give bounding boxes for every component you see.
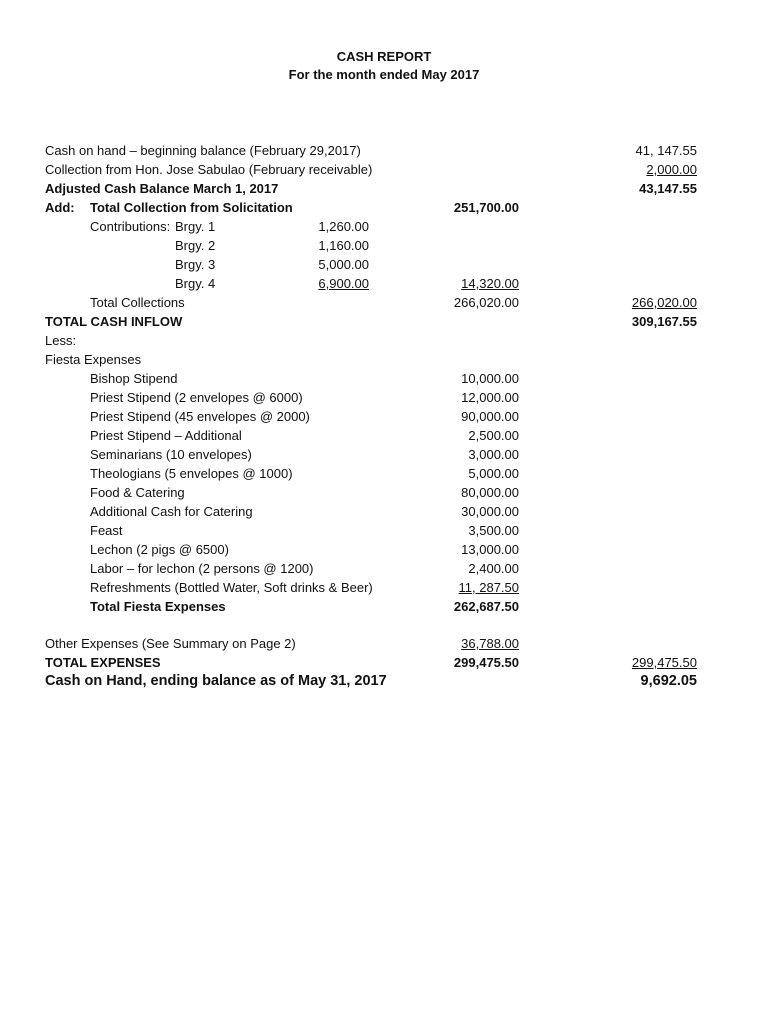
total-cash-inflow-label: TOTAL CASH INFLOW bbox=[45, 314, 183, 329]
fiesta-expense-value: 2,400.00 bbox=[468, 561, 519, 576]
fiesta-expense-value: 80,000.00 bbox=[461, 485, 519, 500]
row-brgy-2 bbox=[0, 236, 768, 255]
total-collections-carried-value: 266,020.00 bbox=[631, 295, 697, 310]
row-total-expenses bbox=[0, 653, 768, 672]
fiesta-expense-label: Labor – for lechon (2 persons @ 1200) bbox=[90, 561, 314, 576]
contributions-label: Contributions: bbox=[90, 219, 171, 234]
collection-sabulao-label: Collection from Hon. Jose Sabulao (February receivable) bbox=[45, 162, 373, 177]
solicitation-label: Total Collection from Solicitation bbox=[90, 200, 293, 215]
row-collection-sabulao bbox=[0, 160, 768, 179]
total-collections-value: 266,020.00 bbox=[453, 295, 519, 310]
fiesta-expense-value: 90,000.00 bbox=[461, 409, 519, 424]
less-label: Less: bbox=[45, 333, 77, 348]
fiesta-expense-label: Priest Stipend (2 envelopes @ 6000) bbox=[90, 390, 303, 405]
cash-on-hand-beginning-value: 41, 147.55 bbox=[635, 143, 697, 158]
total-expenses-value: 299,475.50 bbox=[453, 655, 519, 670]
row-cash-on-hand-beginning bbox=[0, 141, 768, 160]
fiesta-expense-label: Additional Cash for Catering bbox=[90, 504, 253, 519]
brgy-3-value: 5,000.00 bbox=[318, 257, 369, 272]
total-fiesta-expenses-label: Total Fiesta Expenses bbox=[90, 599, 226, 614]
fiesta-expense-value: 5,000.00 bbox=[468, 466, 519, 481]
cash-on-hand-beginning-label: Cash on hand – beginning balance (February 29,2017) bbox=[45, 143, 361, 158]
fiesta-expense-row bbox=[0, 578, 768, 597]
total-collections-label: Total Collections bbox=[90, 295, 185, 310]
fiesta-expense-row bbox=[0, 559, 768, 578]
fiesta-expense-label: Priest Stipend (45 envelopes @ 2000) bbox=[90, 409, 310, 424]
ending-balance-label: Cash on Hand, ending balance as of May 31, 2017 bbox=[45, 673, 387, 689]
fiesta-expense-value: 12,000.00 bbox=[461, 390, 519, 405]
report-title-line1: CASH REPORT bbox=[336, 49, 432, 64]
total-expenses-carried-value: 299,475.50 bbox=[631, 655, 697, 670]
row-brgy-1 bbox=[0, 217, 768, 236]
fiesta-expense-row bbox=[0, 464, 768, 483]
fiesta-expense-row bbox=[0, 445, 768, 464]
fiesta-expense-row bbox=[0, 426, 768, 445]
report-title-line2: For the month ended May 2017 bbox=[288, 67, 480, 82]
row-total-collections bbox=[0, 293, 768, 312]
row-ending-balance bbox=[0, 672, 768, 691]
fiesta-expense-value: 3,000.00 bbox=[468, 447, 519, 462]
fiesta-expense-label: Food & Catering bbox=[90, 485, 185, 500]
row-less bbox=[0, 331, 768, 350]
fiesta-expenses-heading: Fiesta Expenses bbox=[45, 352, 142, 367]
fiesta-expense-row bbox=[0, 502, 768, 521]
contributions-total-value: 14,320.00 bbox=[461, 276, 519, 291]
brgy-2-value: 1,160.00 bbox=[318, 238, 369, 253]
fiesta-expense-row bbox=[0, 540, 768, 559]
row-brgy-3 bbox=[0, 255, 768, 274]
row-solicitation bbox=[0, 198, 768, 217]
fiesta-expense-value: 13,000.00 bbox=[461, 542, 519, 557]
other-expenses-value: 36,788.00 bbox=[461, 636, 519, 651]
total-fiesta-expenses-value: 262,687.50 bbox=[453, 599, 519, 614]
brgy-4-name: Brgy. 4 bbox=[175, 276, 216, 291]
total-cash-inflow-value: 309,167.55 bbox=[631, 314, 697, 329]
row-brgy-4 bbox=[0, 274, 768, 293]
brgy-3-name: Brgy. 3 bbox=[175, 257, 216, 272]
fiesta-expense-value: 11, 287.50 bbox=[458, 580, 519, 595]
row-fiesta-heading bbox=[0, 350, 768, 369]
solicitation-value: 251,700.00 bbox=[453, 200, 519, 215]
fiesta-expense-label: Priest Stipend – Additional bbox=[90, 428, 242, 443]
fiesta-expense-value: 2,500.00 bbox=[468, 428, 519, 443]
brgy-2-name: Brgy. 2 bbox=[175, 238, 216, 253]
add-label: Add: bbox=[45, 200, 75, 215]
total-expenses-label: TOTAL EXPENSES bbox=[45, 655, 161, 670]
adjusted-cash-balance-label: Adjusted Cash Balance March 1, 2017 bbox=[45, 181, 279, 196]
fiesta-expense-row bbox=[0, 407, 768, 426]
adjusted-cash-balance-value: 43,147.55 bbox=[639, 181, 697, 196]
fiesta-expense-row bbox=[0, 521, 768, 540]
fiesta-expense-label: Bishop Stipend bbox=[90, 371, 178, 386]
fiesta-expense-row bbox=[0, 369, 768, 388]
row-adjusted-cash-balance bbox=[0, 179, 768, 198]
ending-balance-value: 9,692.05 bbox=[640, 673, 697, 689]
row-total-cash-inflow bbox=[0, 312, 768, 331]
fiesta-expense-value: 30,000.00 bbox=[461, 504, 519, 519]
brgy-4-value: 6,900.00 bbox=[318, 276, 369, 291]
fiesta-expense-value: 10,000.00 bbox=[461, 371, 519, 386]
brgy-1-name: Brgy. 1 bbox=[175, 219, 216, 234]
collection-sabulao-value: 2,000.00 bbox=[646, 162, 697, 177]
other-expenses-label: Other Expenses (See Summary on Page 2) bbox=[45, 636, 296, 651]
fiesta-expense-row bbox=[0, 388, 768, 407]
fiesta-expense-label: Seminarians (10 envelopes) bbox=[90, 447, 252, 462]
fiesta-expense-row bbox=[0, 483, 768, 502]
fiesta-expense-value: 3,500.00 bbox=[468, 523, 519, 538]
brgy-1-value: 1,260.00 bbox=[318, 219, 369, 234]
fiesta-expense-label: Lechon (2 pigs @ 6500) bbox=[90, 542, 229, 557]
row-other-expenses bbox=[0, 634, 768, 653]
row-total-fiesta-expenses bbox=[0, 597, 768, 616]
fiesta-expense-label: Theologians (5 envelopes @ 1000) bbox=[90, 466, 293, 481]
fiesta-expense-label: Refreshments (Bottled Water, Soft drinks & Beer) bbox=[90, 580, 373, 595]
report-title bbox=[0, 48, 768, 84]
fiesta-expense-label: Feast bbox=[90, 523, 123, 538]
